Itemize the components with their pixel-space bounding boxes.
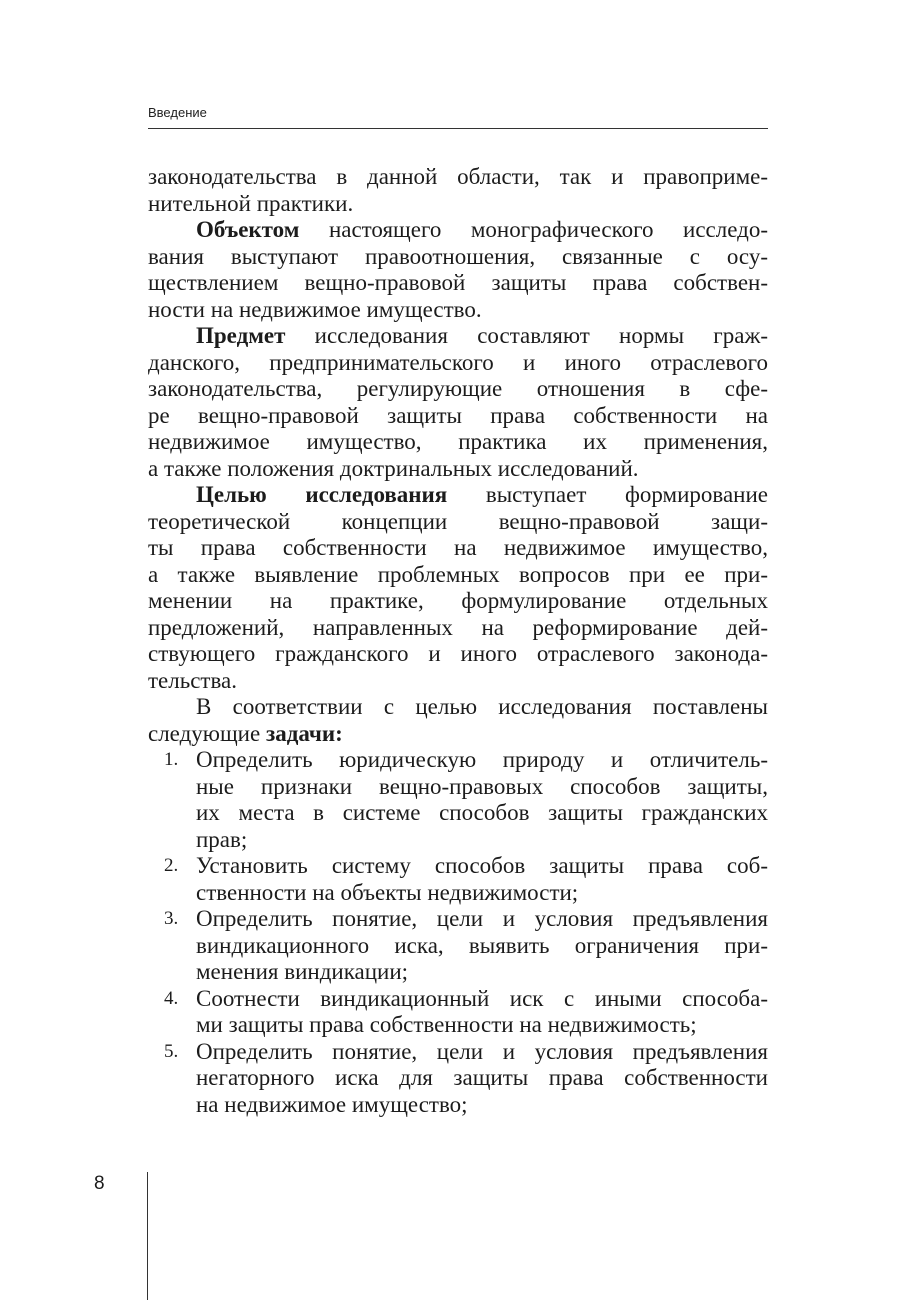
term-goal: Целью исследования: [196, 482, 448, 507]
margin-rule: [147, 1172, 148, 1300]
task-line: 2. Установить систему способов защиты права соб-: [164, 853, 768, 878]
paragraph-line: Объектом настоящего монографического исследо-: [196, 217, 768, 242]
task-line: ные признаки вещно-правовых способов защиты,: [196, 773, 768, 799]
paragraph-line: ре вещно-правовой защиты права собственности на: [148, 402, 768, 428]
paragraph-line: ществлением вещно-правовой защиты права собствен-: [148, 270, 768, 295]
page-number: 8: [94, 1173, 105, 1194]
paragraph-line: следующие задачи:: [148, 720, 343, 746]
paragraph-line: данского, предпринимательского и иного отраслевого: [148, 349, 768, 375]
paragraph-line: тельства.: [148, 667, 238, 693]
task-line: прав;: [196, 826, 248, 852]
paragraph-line: предложений, направленных на реформирование дей-: [148, 614, 768, 640]
task-line: 5. Определить понятие, цели и условия предъявления: [164, 1038, 768, 1064]
section-title: Введение: [148, 105, 207, 120]
paragraph-line: теоретической концепции вещно-правовой защи-: [148, 508, 768, 534]
paragraph-line: недвижимое имущество, практика их применения,: [148, 429, 768, 454]
paragraph-line: вания выступают правоотношения, связанные с осу-: [148, 243, 768, 269]
task-line: ственности на объекты недвижимости;: [196, 879, 579, 905]
task-line: 1. Определить юридическую природу и отличитель-: [164, 747, 768, 772]
paragraph-line: ности на недвижимое имущество.: [148, 296, 482, 322]
task-line: негаторного иска для защиты права собственности: [196, 1065, 768, 1090]
task-number: 5.: [164, 1040, 179, 1062]
task-line: виндикационного иска, выявить ограничения при-: [196, 932, 768, 958]
term-tasks: задачи:: [265, 720, 343, 746]
task-number: 4.: [164, 987, 179, 1009]
paragraph-line: Предмет исследования составляют нормы граж-: [196, 323, 768, 348]
task-line: ми защиты права собственности на недвижимость;: [196, 1012, 697, 1037]
paragraph-line: законодательства в данной области, так и правоприме-: [148, 164, 768, 189]
paragraph-line: ты права собственности на недвижимое имущество,: [148, 535, 768, 560]
term-object: Объектом: [196, 217, 300, 242]
page-body: [148, 164, 768, 1118]
paragraph-line: Целью исследования выступает формирование: [196, 482, 768, 507]
paragraph-line: менении на практике, формулирование отдельных: [148, 588, 768, 613]
paragraph-line: ствующего гражданского и иного отраслевого законода-: [148, 641, 768, 666]
running-header: [148, 104, 768, 129]
task-line: 4. Соотнести виндикационный иск с иными способа-: [164, 985, 768, 1011]
paragraph-line: а также выявление проблемных вопросов при ее при-: [148, 561, 768, 587]
task-number: 3.: [164, 908, 179, 929]
paragraph-line: В соответствии с целью исследования поставлены: [196, 694, 768, 719]
task-line: 3. Определить понятие, цели и условия предъявления: [164, 906, 768, 931]
paragraph-line: а также положения доктринальных исследований.: [148, 455, 639, 481]
task-line: их места в системе способов защиты гражданских: [196, 800, 768, 825]
task-number: 2.: [164, 855, 179, 876]
task-number: 1.: [164, 749, 179, 770]
paragraph-line: нительной практики.: [148, 190, 354, 216]
task-line: менения виндикации;: [196, 959, 409, 984]
paragraph-line: законодательства, регулирующие отношения в сфе-: [148, 376, 768, 401]
task-line: на недвижимое имущество;: [196, 1091, 468, 1117]
term-subject: Предмет: [196, 323, 286, 348]
